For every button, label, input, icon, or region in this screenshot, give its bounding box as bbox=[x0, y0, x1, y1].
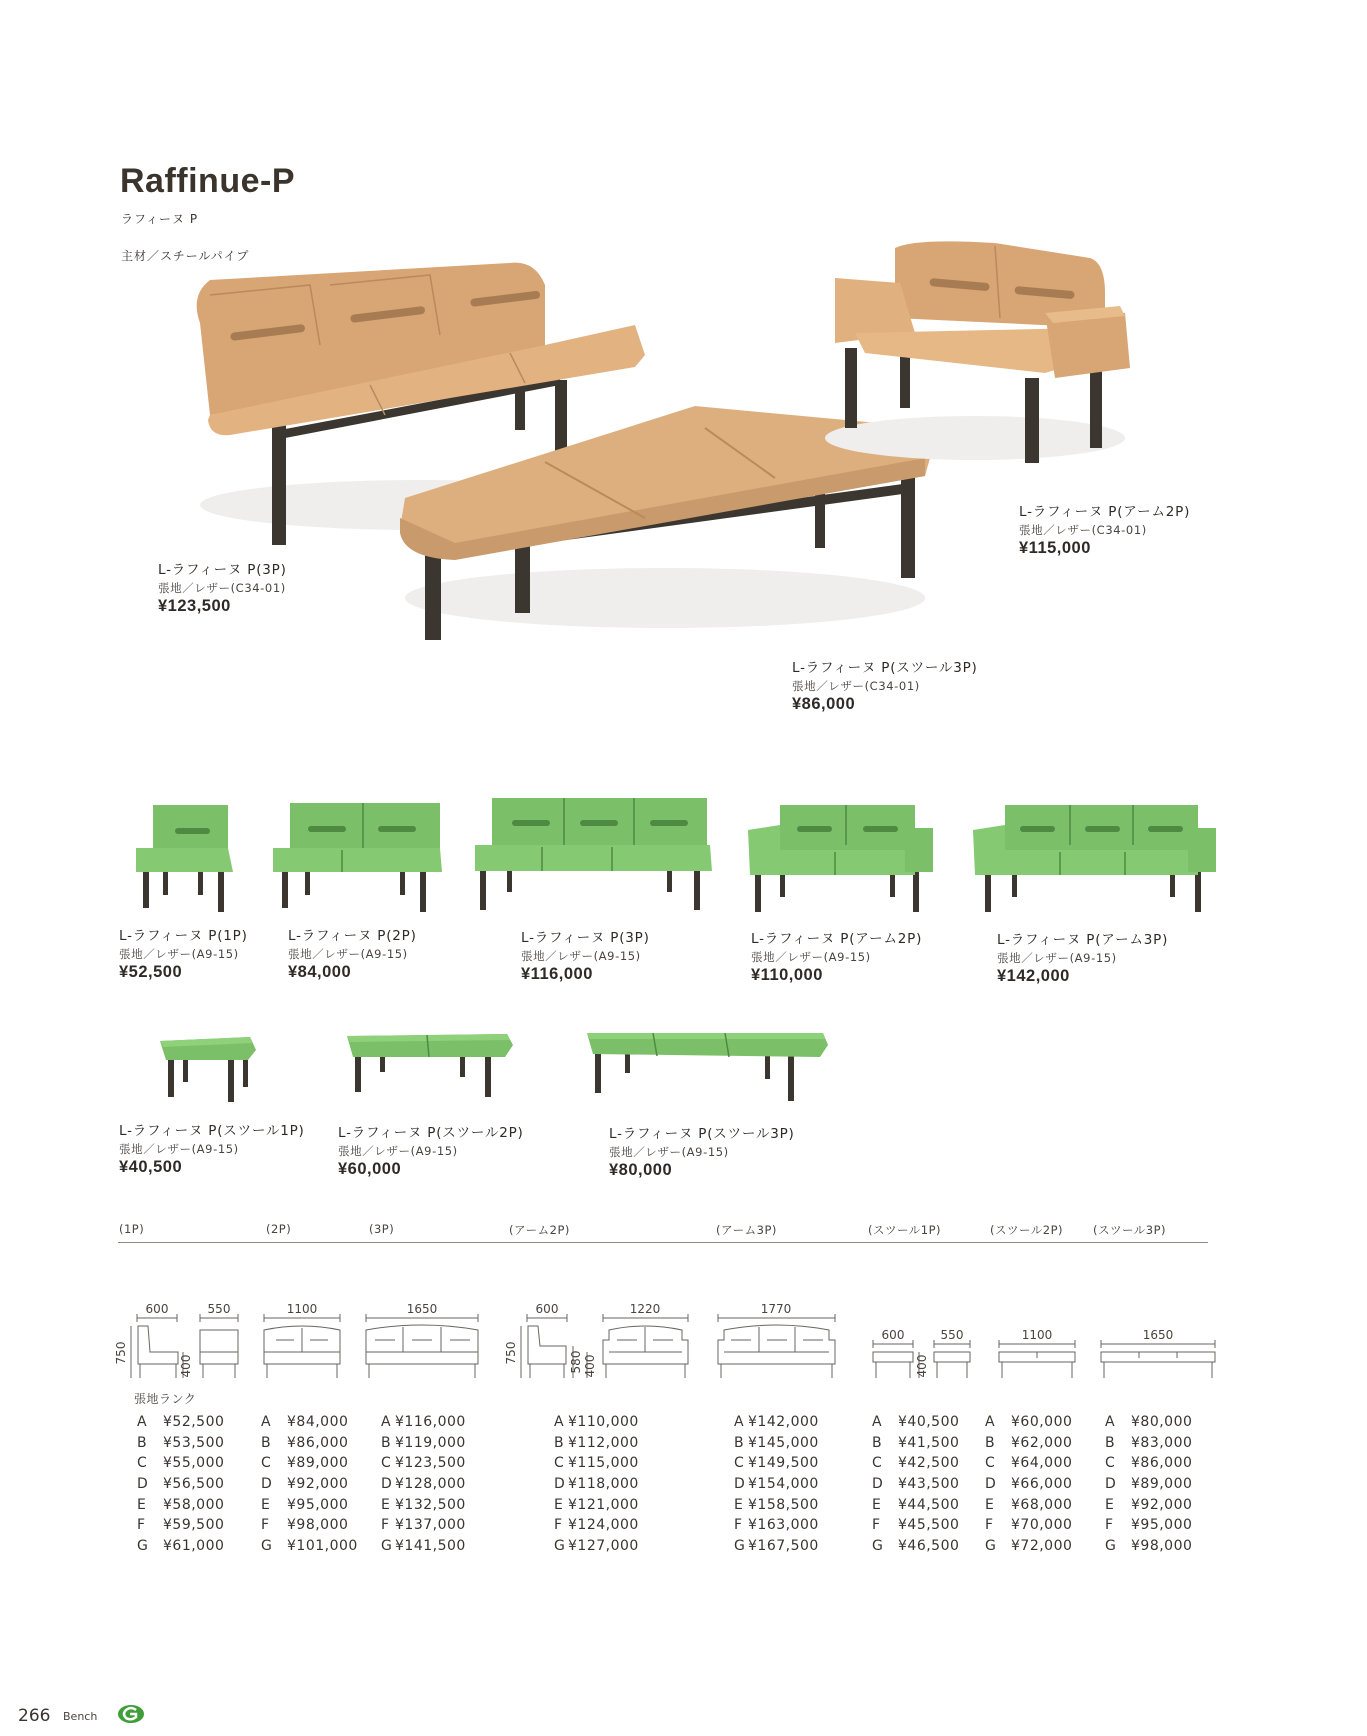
grade-price: ¥86,000 bbox=[1131, 1455, 1193, 1472]
price-row bbox=[554, 1455, 639, 1476]
grade-price: ¥42,500 bbox=[898, 1455, 960, 1472]
product-name: L-ラフィーヌ P(3P) bbox=[521, 930, 650, 946]
product-name: L-ラフィーヌ P(アーム2P) bbox=[751, 931, 923, 947]
product-title: Raffinue-P bbox=[120, 162, 295, 200]
caption-3p bbox=[521, 926, 650, 984]
table-header-2p: (2P) bbox=[266, 1222, 292, 1236]
dim-arm2p-seat: 400 bbox=[583, 1354, 597, 1378]
fabric-spec: 張地／レザー(A9-15) bbox=[338, 1144, 458, 1158]
grade-letter: D bbox=[137, 1476, 149, 1493]
price-row bbox=[554, 1435, 639, 1456]
price-row bbox=[554, 1414, 639, 1435]
photo-stool3p bbox=[585, 1027, 830, 1107]
product-price: ¥84,000 bbox=[288, 963, 352, 981]
photo-1p bbox=[133, 800, 238, 915]
caption-1p bbox=[119, 924, 248, 982]
price-row bbox=[381, 1455, 466, 1476]
table-header-stool2p: (スツール2P) bbox=[990, 1223, 1063, 1237]
price-row bbox=[734, 1435, 819, 1456]
grade-price: ¥123,500 bbox=[395, 1455, 466, 1472]
grade-price: ¥62,000 bbox=[1011, 1434, 1073, 1451]
dim-2p-width: 1100 bbox=[286, 1302, 318, 1316]
price-row bbox=[554, 1497, 639, 1518]
price-row bbox=[381, 1476, 466, 1497]
price-row bbox=[1105, 1517, 1192, 1538]
price-row bbox=[137, 1455, 224, 1476]
grade-letter: F bbox=[137, 1517, 146, 1534]
product-name: L-ラフィーヌ P(3P) bbox=[158, 562, 287, 578]
material-note: 主材／スチールパイプ bbox=[121, 249, 250, 263]
dim-arm2p-height: 750 bbox=[504, 1341, 518, 1365]
grade-letter: D bbox=[1105, 1476, 1117, 1493]
table-divider bbox=[118, 1242, 1208, 1243]
dim-stool3p-width: 1650 bbox=[1142, 1328, 1174, 1342]
price-row bbox=[261, 1517, 358, 1538]
caption-featured-arm2p bbox=[1019, 500, 1190, 558]
product-name: L-ラフィーヌ P(アーム3P) bbox=[997, 932, 1169, 948]
grade-letter: C bbox=[137, 1455, 148, 1472]
grade-price: ¥68,000 bbox=[1011, 1496, 1073, 1513]
grade-price: ¥58,000 bbox=[163, 1496, 225, 1513]
price-row bbox=[137, 1476, 224, 1497]
grade-price: ¥41,500 bbox=[898, 1434, 960, 1451]
caption-arm3p bbox=[997, 928, 1168, 986]
grade-price: ¥43,500 bbox=[898, 1476, 960, 1493]
caption-stool1p bbox=[119, 1119, 305, 1177]
grade-letter: C bbox=[554, 1455, 565, 1472]
grade-price: ¥132,500 bbox=[395, 1496, 466, 1513]
grade-price: ¥115,000 bbox=[568, 1455, 639, 1472]
grade-letter: F bbox=[734, 1517, 743, 1534]
price-row bbox=[261, 1538, 358, 1559]
price-row bbox=[872, 1435, 959, 1456]
grade-letter: A bbox=[554, 1414, 565, 1430]
grade-letter: D bbox=[985, 1476, 997, 1493]
price-row bbox=[1105, 1435, 1192, 1456]
product-price: ¥116,000 bbox=[521, 965, 593, 983]
price-row bbox=[554, 1476, 639, 1497]
grade-letter: G bbox=[872, 1538, 884, 1555]
grade-letter: C bbox=[381, 1455, 392, 1472]
grade-letter: F bbox=[554, 1517, 563, 1534]
grade-price: ¥95,000 bbox=[1131, 1517, 1193, 1534]
grade-price: ¥59,500 bbox=[163, 1517, 225, 1534]
price-column-arm3p bbox=[734, 1414, 819, 1559]
caption-featured-stool3p bbox=[792, 656, 978, 714]
grade-price: ¥141,500 bbox=[395, 1538, 466, 1555]
grade-price: ¥112,000 bbox=[568, 1434, 639, 1451]
grade-price: ¥167,500 bbox=[748, 1538, 819, 1555]
grade-letter: C bbox=[734, 1455, 745, 1472]
caption-2p bbox=[288, 924, 417, 982]
dim-3p-width: 1650 bbox=[406, 1302, 438, 1316]
grade-price: ¥137,000 bbox=[395, 1517, 466, 1534]
price-row bbox=[872, 1414, 959, 1435]
price-row bbox=[985, 1455, 1072, 1476]
dim-arm2p-arm: 580 bbox=[569, 1350, 583, 1374]
product-subtitle: ラフィーヌ P bbox=[121, 212, 199, 226]
grade-letter: B bbox=[734, 1434, 745, 1451]
grade-letter: A bbox=[1105, 1414, 1116, 1430]
rank-label: 張地ランク bbox=[134, 1392, 197, 1406]
product-price: ¥115,000 bbox=[1019, 539, 1091, 557]
grade-letter: F bbox=[1105, 1517, 1114, 1534]
fabric-spec: 張地／レザー(C34-01) bbox=[1019, 523, 1147, 537]
price-row bbox=[985, 1476, 1072, 1497]
price-row bbox=[137, 1435, 224, 1456]
grade-letter: G bbox=[1105, 1538, 1117, 1555]
photo-3p bbox=[472, 795, 717, 910]
grade-price: ¥118,000 bbox=[568, 1476, 639, 1493]
product-price: ¥142,000 bbox=[997, 967, 1070, 985]
grade-letter: B bbox=[554, 1434, 565, 1451]
price-column-2p bbox=[261, 1414, 358, 1559]
price-column-1p bbox=[137, 1414, 224, 1559]
product-price: ¥123,500 bbox=[158, 597, 231, 615]
table-header-stool3p: (スツール3P) bbox=[1093, 1223, 1166, 1237]
grade-price: ¥128,000 bbox=[395, 1476, 466, 1493]
grade-price: ¥46,500 bbox=[898, 1538, 960, 1555]
photo-stool2p bbox=[345, 1030, 515, 1100]
price-row bbox=[137, 1414, 224, 1435]
price-row bbox=[381, 1497, 466, 1518]
category-label: Bench bbox=[63, 1710, 98, 1723]
caption-stool3p bbox=[609, 1122, 795, 1180]
dim-arm3p-width: 1770 bbox=[760, 1302, 792, 1316]
dim-arm2p-width: 1220 bbox=[629, 1302, 661, 1316]
grade-letter: E bbox=[1105, 1496, 1115, 1513]
price-row bbox=[137, 1517, 224, 1538]
photo-stool1p bbox=[158, 1035, 258, 1105]
grade-price: ¥154,000 bbox=[748, 1476, 819, 1493]
grade-letter: G bbox=[554, 1538, 566, 1555]
grade-price: ¥84,000 bbox=[287, 1414, 349, 1430]
price-row bbox=[872, 1538, 959, 1559]
photo-featured-arm2p bbox=[815, 238, 1135, 478]
grade-price: ¥110,000 bbox=[568, 1414, 639, 1430]
price-row bbox=[734, 1414, 819, 1435]
price-row bbox=[734, 1476, 819, 1497]
fabric-spec: 張地／レザー(A9-15) bbox=[521, 949, 641, 963]
price-row bbox=[1105, 1414, 1192, 1435]
fabric-spec: 張地／レザー(C34-01) bbox=[792, 679, 920, 693]
price-row bbox=[137, 1497, 224, 1518]
price-column-stool3p bbox=[1105, 1414, 1192, 1559]
grade-price: ¥145,000 bbox=[748, 1434, 819, 1451]
price-row bbox=[1105, 1538, 1192, 1559]
brand-logo-icon bbox=[116, 1702, 146, 1726]
grade-letter: D bbox=[734, 1476, 746, 1493]
dim-stool1p-seat: 400 bbox=[915, 1354, 929, 1378]
price-row bbox=[985, 1497, 1072, 1518]
photo-2p bbox=[270, 800, 445, 915]
caption-arm2p bbox=[751, 927, 922, 985]
grade-letter: A bbox=[381, 1414, 392, 1430]
grade-price: ¥86,000 bbox=[287, 1434, 349, 1451]
table-header-1p: (1P) bbox=[119, 1222, 145, 1236]
dimension-drawings bbox=[0, 1280, 1367, 1390]
price-row bbox=[985, 1517, 1072, 1538]
grade-price: ¥44,500 bbox=[898, 1496, 960, 1513]
product-name: L-ラフィーヌ P(1P) bbox=[119, 928, 248, 944]
grade-price: ¥95,000 bbox=[287, 1496, 349, 1513]
price-row bbox=[985, 1435, 1072, 1456]
price-row bbox=[137, 1538, 224, 1559]
price-row bbox=[985, 1538, 1072, 1559]
price-row bbox=[1105, 1497, 1192, 1518]
grade-letter: D bbox=[381, 1476, 393, 1493]
grade-letter: A bbox=[137, 1414, 148, 1430]
grade-letter: E bbox=[872, 1496, 882, 1513]
product-price: ¥86,000 bbox=[792, 695, 856, 713]
price-row bbox=[734, 1517, 819, 1538]
grade-price: ¥92,000 bbox=[1131, 1496, 1193, 1513]
grade-letter: A bbox=[261, 1414, 272, 1430]
grade-price: ¥45,500 bbox=[898, 1517, 960, 1534]
price-row bbox=[734, 1455, 819, 1476]
fabric-spec: 張地／レザー(A9-15) bbox=[119, 1142, 239, 1156]
price-row bbox=[985, 1414, 1072, 1435]
grade-price: ¥64,000 bbox=[1011, 1455, 1073, 1472]
price-row bbox=[734, 1497, 819, 1518]
grade-price: ¥119,000 bbox=[395, 1434, 466, 1451]
price-row bbox=[381, 1435, 466, 1456]
grade-letter: D bbox=[554, 1476, 566, 1493]
grade-price: ¥92,000 bbox=[287, 1476, 349, 1493]
price-row bbox=[872, 1497, 959, 1518]
grade-price: ¥56,500 bbox=[163, 1476, 225, 1493]
dim-arm2p-depth: 600 bbox=[535, 1302, 559, 1316]
fabric-spec: 張地／レザー(C34-01) bbox=[158, 581, 286, 595]
grade-letter: E bbox=[261, 1496, 271, 1513]
grade-letter: G bbox=[137, 1538, 149, 1555]
product-price: ¥60,000 bbox=[338, 1160, 402, 1178]
grade-price: ¥163,000 bbox=[748, 1517, 819, 1534]
product-name: L-ラフィーヌ P(スツール1P) bbox=[119, 1123, 305, 1139]
grade-price: ¥142,000 bbox=[748, 1414, 819, 1430]
grade-letter: D bbox=[872, 1476, 884, 1493]
grade-letter: B bbox=[381, 1434, 392, 1451]
grade-price: ¥60,000 bbox=[1011, 1414, 1073, 1430]
dim-1p-seat: 400 bbox=[179, 1354, 193, 1378]
product-name: L-ラフィーヌ P(2P) bbox=[288, 928, 417, 944]
grade-price: ¥158,500 bbox=[748, 1496, 819, 1513]
grade-price: ¥98,000 bbox=[287, 1517, 349, 1534]
price-row bbox=[381, 1414, 466, 1435]
price-row bbox=[381, 1538, 466, 1559]
price-row bbox=[1105, 1455, 1192, 1476]
grade-letter: B bbox=[872, 1434, 883, 1451]
grade-letter: E bbox=[554, 1496, 564, 1513]
caption-featured-3p bbox=[158, 558, 287, 616]
grade-price: ¥72,000 bbox=[1011, 1538, 1073, 1555]
caption-stool2p bbox=[338, 1121, 524, 1179]
fabric-spec: 張地／レザー(A9-15) bbox=[751, 950, 871, 964]
price-row bbox=[261, 1497, 358, 1518]
product-price: ¥40,500 bbox=[119, 1158, 183, 1176]
grade-price: ¥127,000 bbox=[568, 1538, 639, 1555]
grade-letter: G bbox=[381, 1538, 393, 1555]
grade-letter: G bbox=[734, 1538, 746, 1555]
fabric-spec: 張地／レザー(A9-15) bbox=[997, 951, 1117, 965]
price-column-3p bbox=[381, 1414, 466, 1559]
photo-arm3p bbox=[970, 800, 1220, 915]
grade-price: ¥52,500 bbox=[163, 1414, 225, 1430]
grade-letter: B bbox=[261, 1434, 272, 1451]
product-name: L-ラフィーヌ P(スツール3P) bbox=[792, 660, 978, 676]
grade-letter: F bbox=[872, 1517, 881, 1534]
grade-letter: D bbox=[261, 1476, 273, 1493]
grade-letter: G bbox=[261, 1538, 273, 1555]
price-row bbox=[261, 1435, 358, 1456]
grade-letter: C bbox=[985, 1455, 996, 1472]
page-number: 266 bbox=[18, 1706, 51, 1726]
table-header-arm3p: (アーム3P) bbox=[716, 1223, 777, 1237]
grade-letter: E bbox=[381, 1496, 391, 1513]
grade-price: ¥61,000 bbox=[163, 1538, 225, 1555]
dim-1p-height: 750 bbox=[114, 1341, 128, 1365]
price-row bbox=[261, 1414, 358, 1435]
grade-letter: C bbox=[261, 1455, 272, 1472]
price-row bbox=[554, 1538, 639, 1559]
dim-stool1p-depth: 600 bbox=[881, 1328, 905, 1342]
price-row bbox=[872, 1455, 959, 1476]
grade-price: ¥149,500 bbox=[748, 1455, 819, 1472]
price-row bbox=[872, 1517, 959, 1538]
grade-price: ¥70,000 bbox=[1011, 1517, 1073, 1534]
grade-price: ¥98,000 bbox=[1131, 1538, 1193, 1555]
price-row bbox=[261, 1476, 358, 1497]
product-price: ¥110,000 bbox=[751, 966, 823, 984]
fabric-spec: 張地／レザー(A9-15) bbox=[288, 947, 408, 961]
table-header-3p: (3P) bbox=[369, 1222, 395, 1236]
dim-1p-depth: 600 bbox=[145, 1302, 169, 1316]
product-price: ¥80,000 bbox=[609, 1161, 673, 1179]
grade-price: ¥89,000 bbox=[1131, 1476, 1193, 1493]
grade-letter: F bbox=[381, 1517, 390, 1534]
price-row bbox=[381, 1517, 466, 1538]
grade-price: ¥40,500 bbox=[898, 1414, 960, 1430]
grade-letter: A bbox=[985, 1414, 996, 1430]
price-column-stool2p bbox=[985, 1414, 1072, 1559]
grade-letter: A bbox=[734, 1414, 745, 1430]
photo-arm2p bbox=[745, 800, 935, 915]
grade-letter: C bbox=[872, 1455, 883, 1472]
grade-letter: E bbox=[985, 1496, 995, 1513]
dim-stool2p-width: 1100 bbox=[1021, 1328, 1053, 1342]
price-row bbox=[734, 1538, 819, 1559]
grade-price: ¥124,000 bbox=[568, 1517, 639, 1534]
grade-price: ¥116,000 bbox=[395, 1414, 466, 1430]
grade-price: ¥89,000 bbox=[287, 1455, 349, 1472]
grade-price: ¥101,000 bbox=[287, 1538, 358, 1555]
grade-price: ¥55,000 bbox=[163, 1455, 225, 1472]
grade-letter: B bbox=[137, 1434, 148, 1451]
grade-price: ¥83,000 bbox=[1131, 1434, 1193, 1451]
product-name: L-ラフィーヌ P(アーム2P) bbox=[1019, 504, 1191, 520]
price-row bbox=[261, 1455, 358, 1476]
dim-1p-width: 550 bbox=[207, 1302, 231, 1316]
fabric-spec: 張地／レザー(A9-15) bbox=[609, 1145, 729, 1159]
grade-letter: B bbox=[985, 1434, 996, 1451]
grade-letter: F bbox=[985, 1517, 994, 1534]
product-price: ¥52,500 bbox=[119, 963, 183, 981]
dim-stool1p-width: 550 bbox=[940, 1328, 964, 1342]
grade-price: ¥53,500 bbox=[163, 1434, 225, 1451]
grade-letter: G bbox=[985, 1538, 997, 1555]
price-row bbox=[872, 1476, 959, 1497]
table-header-stool1p: (スツール1P) bbox=[868, 1223, 941, 1237]
grade-letter: F bbox=[261, 1517, 270, 1534]
grade-price: ¥80,000 bbox=[1131, 1414, 1193, 1430]
table-header-arm2p: (アーム2P) bbox=[509, 1223, 570, 1237]
price-row bbox=[554, 1517, 639, 1538]
price-column-arm2p bbox=[554, 1414, 639, 1559]
price-column-stool1p bbox=[872, 1414, 959, 1559]
product-name: L-ラフィーヌ P(スツール2P) bbox=[338, 1125, 524, 1141]
product-name: L-ラフィーヌ P(スツール3P) bbox=[609, 1126, 795, 1142]
grade-letter: C bbox=[1105, 1455, 1116, 1472]
grade-letter: E bbox=[137, 1496, 147, 1513]
grade-letter: E bbox=[734, 1496, 744, 1513]
grade-letter: A bbox=[872, 1414, 883, 1430]
fabric-spec: 張地／レザー(A9-15) bbox=[119, 947, 239, 961]
grade-letter: B bbox=[1105, 1434, 1116, 1451]
grade-price: ¥66,000 bbox=[1011, 1476, 1073, 1493]
price-row bbox=[1105, 1476, 1192, 1497]
grade-price: ¥121,000 bbox=[568, 1496, 639, 1513]
